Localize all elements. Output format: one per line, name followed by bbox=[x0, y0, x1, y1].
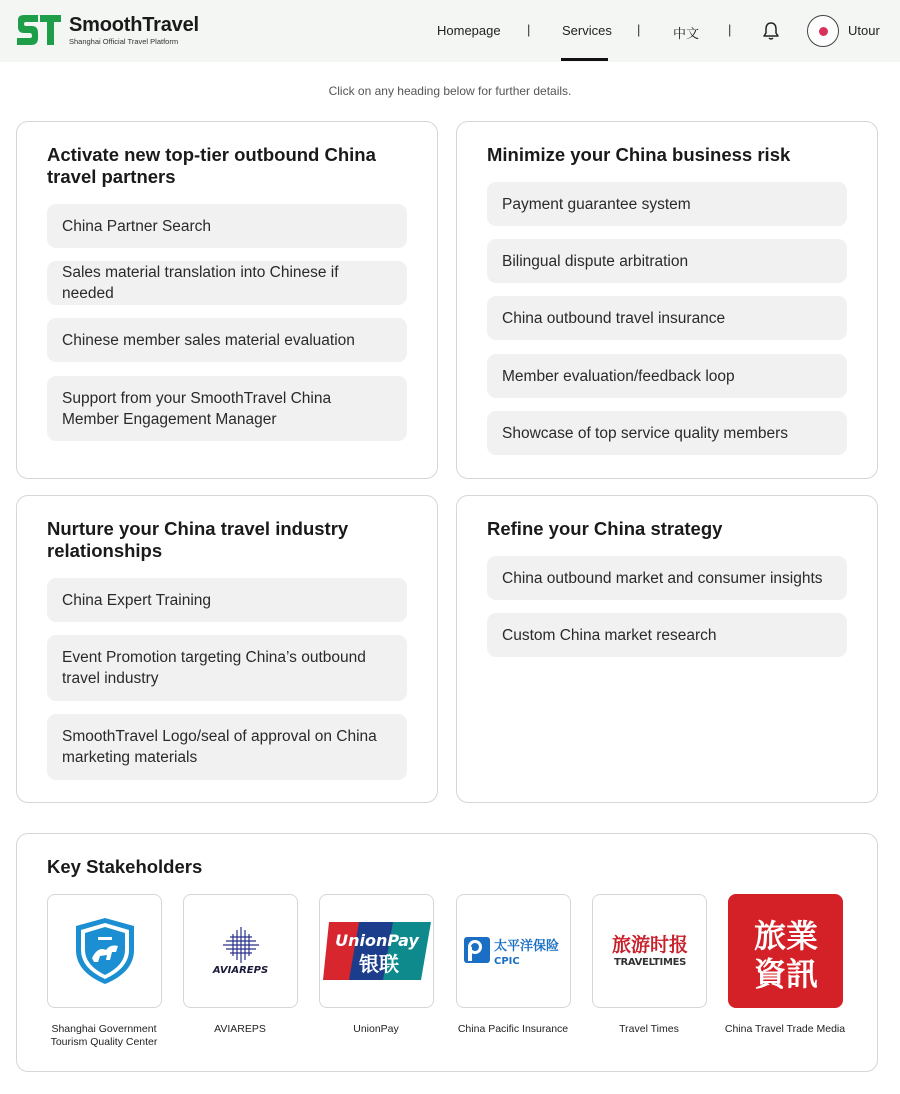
bell-icon[interactable] bbox=[762, 21, 780, 41]
service-item[interactable]: Chinese member sales material evaluation bbox=[47, 318, 407, 362]
service-item[interactable]: Sales material translation into Chinese if needed bbox=[47, 261, 407, 305]
stakeholder-logo-shanghai-gov[interactable] bbox=[47, 894, 162, 1008]
travel-times-logo-icon bbox=[605, 931, 695, 971]
svg-text:太平洋保险: 太平洋保险 bbox=[493, 939, 559, 954]
service-item[interactable]: Support from your SmoothTravel China Member Engagement Manager bbox=[47, 376, 407, 441]
stakeholders-card bbox=[16, 833, 878, 1072]
service-item[interactable]: Member evaluation/feedback loop bbox=[487, 354, 847, 398]
shield-emblem-icon bbox=[72, 916, 138, 986]
service-item[interactable]: China Expert Training bbox=[47, 578, 407, 622]
card-heading[interactable]: Activate new top-tier outbound China travel partners bbox=[47, 144, 376, 187]
stakeholder-name: China Travel Trade Media bbox=[724, 1023, 846, 1035]
nav-separator: | bbox=[637, 22, 641, 37]
service-item[interactable]: Payment guarantee system bbox=[487, 182, 847, 226]
card-heading[interactable]: Nurture your China travel industry relationships bbox=[47, 518, 349, 561]
nav-separator: | bbox=[728, 22, 732, 37]
svg-text:TRAVELTIMES: TRAVELTIMES bbox=[613, 957, 686, 968]
svg-text:CPIC: CPIC bbox=[493, 956, 520, 967]
top-header bbox=[0, 0, 900, 62]
service-item[interactable]: Bilingual dispute arbitration bbox=[487, 239, 847, 283]
smoothtravel-logo-icon bbox=[16, 14, 62, 46]
stakeholder-logo-unionpay[interactable] bbox=[319, 894, 434, 1008]
stakeholders-heading: Key Stakeholders bbox=[47, 856, 203, 877]
service-item[interactable]: Showcase of top service quality members bbox=[487, 411, 847, 455]
nav-homepage[interactable]: Homepage bbox=[437, 23, 501, 38]
service-item[interactable]: China outbound travel insurance bbox=[487, 296, 847, 340]
nav-language-toggle[interactable]: 中文 bbox=[673, 26, 700, 41]
unionpay-logo-icon bbox=[321, 920, 433, 982]
stakeholder-logo-travel-times[interactable] bbox=[592, 894, 707, 1008]
aviareps-star-icon bbox=[223, 927, 259, 963]
service-item[interactable]: China outbound market and consumer insights bbox=[487, 556, 847, 600]
stakeholder-name: Shanghai Government Tourism Quality Center bbox=[50, 1023, 158, 1048]
service-item[interactable]: China Partner Search bbox=[47, 204, 407, 248]
card-heading[interactable]: Refine your China strategy bbox=[487, 518, 723, 539]
stakeholder-name: AVIAREPS bbox=[214, 1023, 266, 1035]
brand-logo[interactable] bbox=[16, 14, 199, 46]
svg-text:UnionPay: UnionPay bbox=[334, 931, 419, 950]
service-card-partners bbox=[16, 121, 438, 479]
avatar-logo-icon bbox=[819, 27, 828, 36]
service-item[interactable]: Event Promotion targeting China’s outbound travel industry bbox=[47, 635, 407, 701]
stakeholder-name: Travel Times bbox=[619, 1023, 679, 1035]
svg-text:資訊: 資訊 bbox=[753, 955, 818, 991]
svg-text:旅游时报: 旅游时报 bbox=[611, 934, 688, 956]
brand-tagline: Shanghai Official Travel Platform bbox=[69, 37, 179, 46]
stakeholder-name: China Pacific Insurance bbox=[457, 1023, 569, 1035]
service-card-risk bbox=[456, 121, 878, 479]
svg-text:旅業: 旅業 bbox=[753, 917, 818, 955]
brand-name: SmoothTravel bbox=[69, 14, 199, 36]
user-name[interactable]: Utour bbox=[848, 23, 880, 38]
nav-active-indicator bbox=[561, 58, 608, 61]
service-card-relationships bbox=[16, 495, 438, 803]
service-item[interactable]: SmoothTravel Logo/seal of approval on China marketing materials bbox=[47, 714, 407, 780]
svg-text:银联: 银联 bbox=[358, 952, 399, 976]
stakeholder-logo-cpic[interactable] bbox=[456, 894, 571, 1008]
service-item[interactable]: Custom China market research bbox=[487, 613, 847, 657]
service-card-strategy bbox=[456, 495, 878, 803]
nav-separator: | bbox=[527, 22, 531, 37]
card-heading[interactable]: Minimize your China business risk bbox=[487, 144, 791, 165]
aviareps-wordmark: AVIAREPS bbox=[212, 964, 269, 976]
stakeholder-logo-ttm[interactable] bbox=[728, 894, 843, 1008]
cpic-logo-icon bbox=[462, 931, 566, 971]
nav-services[interactable]: Services bbox=[562, 23, 612, 38]
stakeholder-logo-aviareps[interactable] bbox=[183, 894, 298, 1008]
page-hint: Click on any heading below for further details. bbox=[328, 84, 572, 98]
ttm-logo-icon bbox=[746, 911, 826, 991]
stakeholder-name: UnionPay bbox=[353, 1023, 399, 1035]
avatar[interactable] bbox=[807, 15, 839, 47]
